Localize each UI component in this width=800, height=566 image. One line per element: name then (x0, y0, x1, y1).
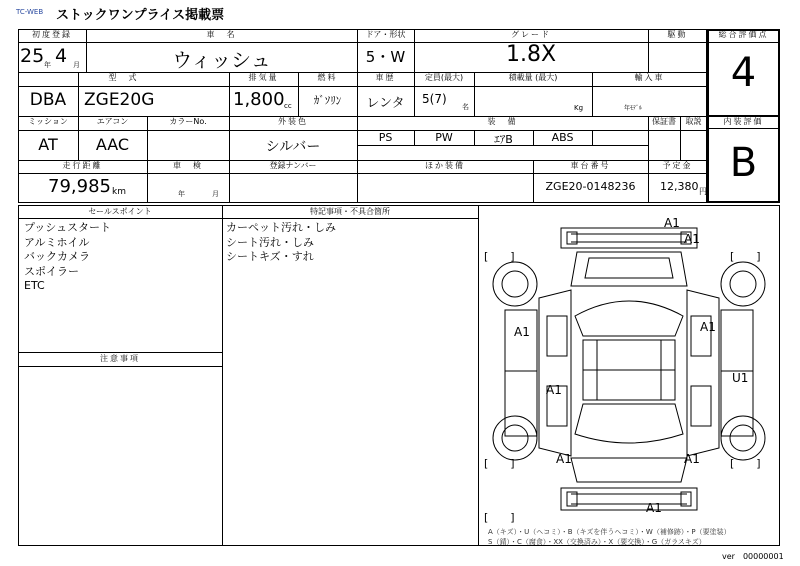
equipment-label: 装 備 (487, 117, 518, 126)
notes-list (226, 221, 336, 265)
damage-mark: A1 (700, 320, 716, 334)
history: レンタ (366, 96, 405, 111)
price: 12,380 (660, 180, 699, 193)
displacement-label: 排気量 (248, 73, 279, 82)
load-unit: Kg (574, 104, 584, 112)
model-code: ZGE20G (84, 90, 155, 110)
bracket: [ ] (484, 511, 515, 524)
list-item: アルミホイル (24, 235, 90, 249)
page-title: ストックワンプライス掲載票 (56, 8, 225, 23)
capacity: 5(7) (422, 92, 447, 106)
equipment-ps: PS (378, 131, 393, 144)
mission: AT (38, 135, 58, 154)
fuel-label: 燃料 (317, 73, 338, 82)
interior-score-label: 内装評価 (723, 117, 764, 126)
bracket: [ ] (730, 457, 761, 470)
interior-score: B (729, 140, 758, 186)
first-reg-label: 初度登録 (32, 30, 72, 39)
capacity-label: 定員(最大) (424, 73, 464, 82)
door-shape: 5・W (365, 48, 406, 66)
list-item: シート汚れ・しみ (226, 235, 314, 249)
overall-score: 4 (730, 50, 757, 96)
aircon: AAC (95, 135, 130, 154)
displacement: 1,800 (233, 89, 285, 110)
door-shape-label: ドア・形状 (365, 30, 406, 39)
chassis-number: ZGE20-0148236 (545, 180, 636, 193)
damage-mark: A1 (546, 383, 562, 397)
list-item: プッシュスタート (24, 221, 112, 234)
list-item: バックカメラ (24, 250, 90, 263)
list-item: シートキズ・すれ (226, 250, 314, 263)
load-label: 積載量 (最大) (508, 73, 558, 82)
aircon-label: エアコン (96, 117, 129, 126)
grade: 1.8X (505, 42, 557, 67)
price-label: 予定金 (662, 161, 693, 170)
inspection-month-unit: 月 (212, 190, 219, 198)
model-prefix: DBA (29, 90, 67, 110)
car-name: ウィッシュ (172, 48, 271, 72)
other-equipment-label: ほか装備 (425, 161, 465, 170)
list-item: カーペット汚れ・しみ (226, 221, 336, 234)
damage-mark: A1 (556, 452, 572, 466)
drive-label: 駆動 (667, 30, 688, 39)
model-year-unit: 年ﾓﾃﾞﾙ (624, 105, 643, 112)
sales-points (24, 221, 111, 294)
overall-score-label: 総合評価点 (718, 30, 769, 39)
bracket: [ ] (730, 250, 761, 263)
damage-mark: A1 (684, 452, 700, 466)
history-label: 車歴 (375, 73, 396, 82)
notes-label: 特記事項・不具合箇所 (310, 207, 390, 216)
grade-label: グレード (511, 30, 551, 39)
damage-mark: A1 (664, 216, 680, 230)
year-unit: 年 (44, 61, 51, 69)
color-no-label: カラーNo. (169, 117, 207, 126)
km-unit: km (112, 187, 126, 197)
import-label: 輸入車 (634, 73, 665, 82)
equipment-airbag: ｴｱB (494, 133, 513, 146)
inspection-year-unit: 年 (178, 190, 185, 198)
damage-mark: A1 (514, 325, 530, 339)
list-item: スポイラー (24, 264, 79, 278)
chassis-label: 車台番号 (570, 161, 611, 170)
fuel: ｶﾞｿﾘﾝ (313, 94, 342, 107)
logo: TC-WEB (16, 8, 44, 16)
model-label: 型 式 (108, 73, 139, 82)
bracket: [ ] (484, 250, 515, 263)
sales-label: セールスポイント (88, 207, 152, 216)
warranty-label: 保証書 (652, 117, 676, 126)
exterior-color: シルバー (265, 139, 321, 155)
damage-legend: A（キズ）・U（ヘコミ）・B（キズを伴うヘコミ）・W（補修跡）・P（要塗装） S（錆）・C（腐食）・XX（交換済み）・X（要交換）・G（ガラスキズ） (488, 528, 731, 546)
exterior-color-label: 外装色 (278, 117, 308, 126)
first-reg-month: 4 (55, 45, 68, 67)
damage-mark: U1 (732, 371, 749, 385)
list-item: ETC (24, 279, 45, 292)
caution-label: 注意事項 (100, 354, 140, 363)
first-reg-year: 25 (20, 45, 45, 67)
mission-label: ミッション (28, 117, 68, 126)
manual-label: 取説 (685, 117, 702, 126)
inspection-label: 車 検 (173, 161, 203, 170)
bracket: [ ] (484, 457, 515, 470)
price-unit: 円 (699, 187, 707, 196)
version: ver 00000001 (722, 552, 784, 561)
mileage-label: 走行距離 (62, 161, 103, 170)
damage-mark: A1 (646, 501, 662, 515)
mileage: 79,985 (48, 176, 111, 197)
capacity-unit: 名 (462, 103, 469, 111)
car-name-label: 車 名 (206, 30, 237, 39)
equipment-pw: PW (435, 131, 453, 144)
damage-mark: A1 (684, 232, 700, 246)
plate-label: 登録ナンバー (269, 161, 317, 170)
month-unit: 月 (73, 61, 80, 69)
cc-unit: cc (284, 102, 292, 110)
equipment-abs: ABS (551, 131, 574, 144)
